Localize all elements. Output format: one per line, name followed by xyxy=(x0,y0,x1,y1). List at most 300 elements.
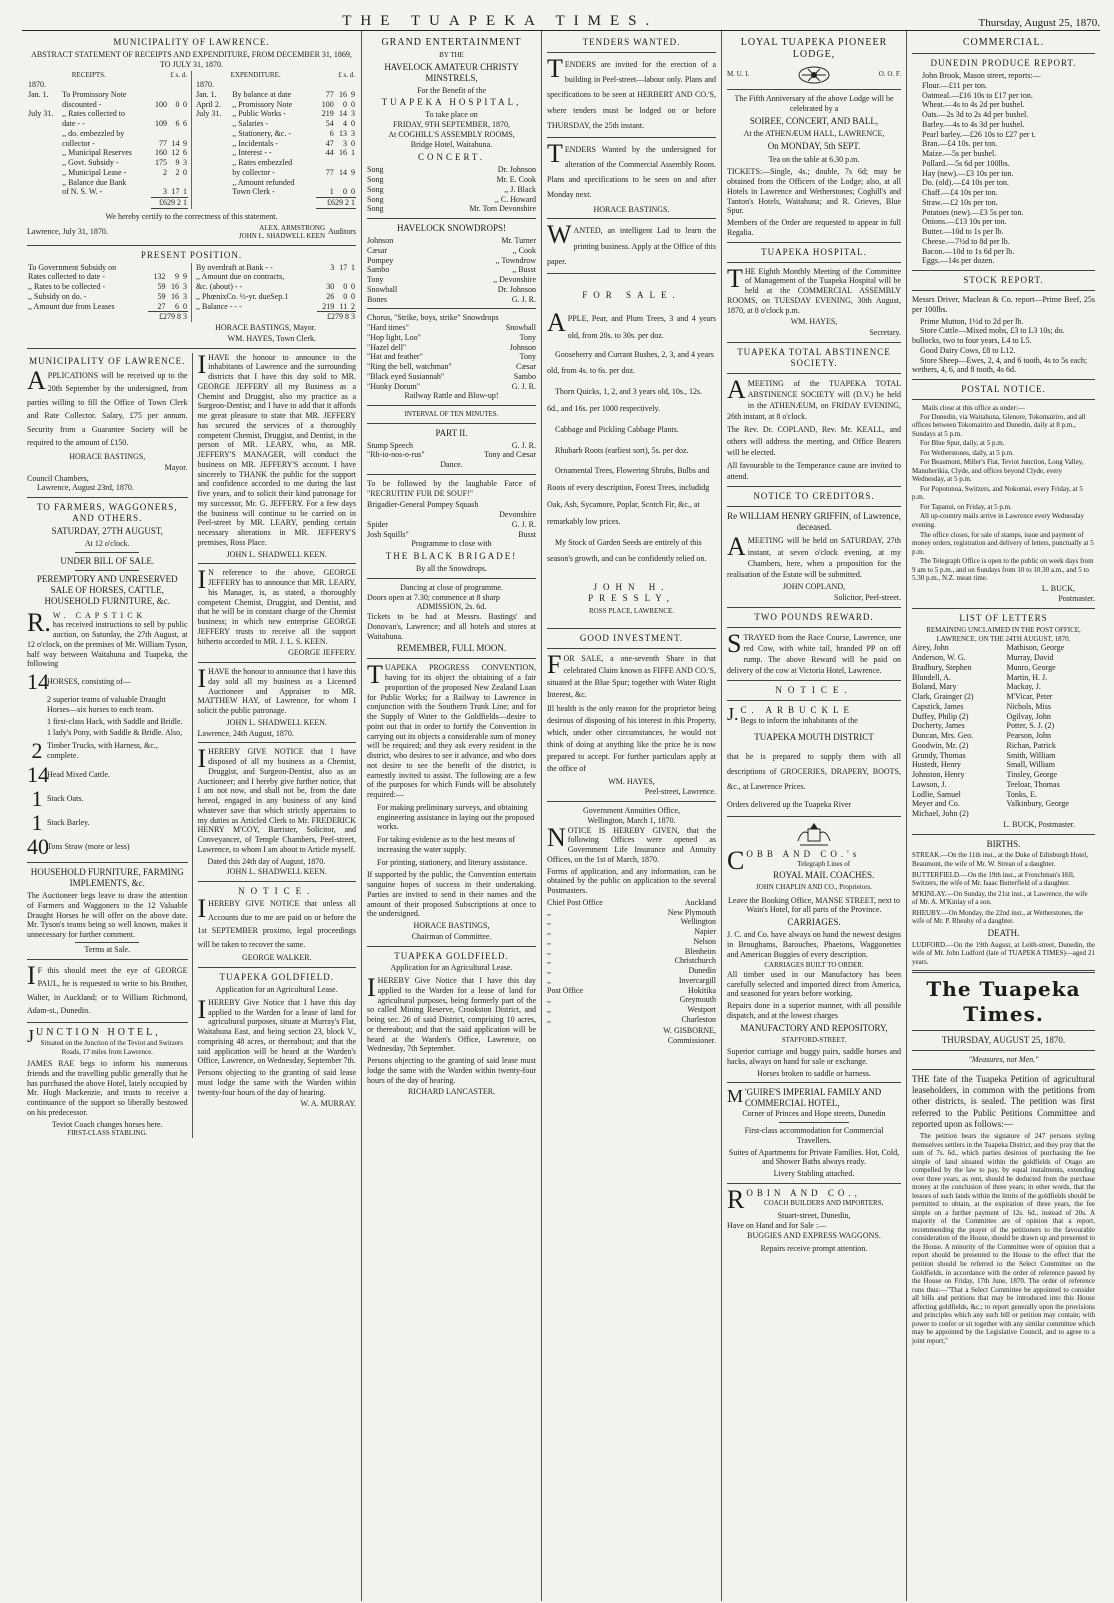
shillings-value: 0 xyxy=(175,99,180,109)
auditors-label: Auditors xyxy=(328,227,356,237)
songs-table xyxy=(367,165,536,214)
office-row-performer: Auckland xyxy=(684,897,716,907)
ad-text: The Rev. Dr. COPLAND, Rev. Mr. KEALL, and others will address the meeting, and Office Bearers will be elected. xyxy=(727,425,901,457)
office-row-role: Post Office xyxy=(547,985,584,995)
pounds-value xyxy=(151,90,168,100)
letter-name: Docherty, James xyxy=(912,721,965,731)
table-row xyxy=(27,282,188,292)
row-item: ,, Balance - - - xyxy=(196,301,242,311)
programme-row-performer: G. J. R. xyxy=(511,381,536,391)
office-row-role: ,, xyxy=(547,907,551,917)
table-row xyxy=(27,119,188,129)
table-row xyxy=(27,129,188,139)
row-item: To Promissory Note xyxy=(62,89,127,99)
purpose-item: For making preliminary surveys, and obtaining engineering assistance in laying out the proposed works. xyxy=(377,802,535,832)
sale-item: Cabbage and Pickling Cabbage Plants. xyxy=(555,424,679,434)
pence-value: 0 xyxy=(351,99,355,109)
clerk-signature: WM. HAYES, Town Clerk. xyxy=(227,333,316,343)
table-row xyxy=(195,272,356,282)
programme-row-role: "Ring the bell, watchman" xyxy=(367,362,452,372)
produce-line: Oats.—2s 3d to 2s 4d per bushel. xyxy=(922,110,1029,120)
ad-signature: GEORGE WALKER. xyxy=(241,953,312,963)
office-row-role: ,, xyxy=(547,1005,551,1015)
ad-signature-title: Solicitor, Peel-street. xyxy=(834,592,901,602)
lot-item xyxy=(27,695,188,715)
row-date: 1870. xyxy=(28,80,46,89)
produce-line: Oatmeal.—£16 10s to £17 per ton. xyxy=(922,90,1033,100)
programme-row xyxy=(367,382,536,392)
row-item: ,, Promissory Note xyxy=(232,99,293,109)
row-item xyxy=(231,80,316,90)
ad-text: Repairs done in a superior manner, with all possible dispatch, and at the lowest charges xyxy=(727,1001,901,1020)
song-row-role: Song xyxy=(367,204,384,214)
auctioneer-name: W. CAPSTICK xyxy=(52,610,147,620)
lot-text: HORSES, consisting of— xyxy=(47,677,131,687)
pounds-value xyxy=(317,272,335,282)
sale-time: At 12 o'clock. xyxy=(84,538,130,548)
death-heading: DEATH. xyxy=(987,927,1020,938)
pounds-value: 26 xyxy=(326,291,335,301)
produce-line: Do. (old).—£4 10s per ton. xyxy=(922,178,1009,188)
table-row xyxy=(195,302,356,312)
moon-note: REMEMBER, FULL MOON. xyxy=(396,643,507,654)
pounds-value: 77 xyxy=(325,89,334,99)
issue-date: Thursday, August 25, 1870. xyxy=(978,16,1100,29)
programme-row-role: Stump Speech xyxy=(367,440,413,450)
ad-text: Begs to inform the inhabitants of the xyxy=(740,716,858,726)
certify-text: We hereby certify to the correctness of this statement. xyxy=(105,211,278,221)
cast-row-performer: ,, Busst xyxy=(512,265,536,275)
lots-list xyxy=(27,671,188,858)
pence-value xyxy=(181,178,189,188)
closing-piece: THE BLACK BRIGADE! xyxy=(385,551,518,562)
cast-row-performer: ,, Towndrow xyxy=(495,255,536,265)
pounds-value: 219 xyxy=(322,301,335,311)
sale-item: Thorn Quicks, 1, 2, and 3 years old, 10s., 12s. 6d., and 16s. per 1000 respectively. xyxy=(547,387,703,413)
lot-item xyxy=(27,740,188,762)
ad-text: Re WILLIAM HENRY GRIFFIN, of Lawrence, deceased. xyxy=(727,511,901,533)
shillings-value: 9 xyxy=(174,272,179,282)
table-row xyxy=(195,168,356,178)
letter-name: Lodlie, Samuel xyxy=(912,789,961,799)
stock-line: Store Cattle—Mixed mobs, £3 to L3 10s; do. bullocks, two to four years, L4 to L5. xyxy=(912,326,1065,346)
pence-value: 3 xyxy=(183,291,187,301)
table-row xyxy=(195,187,356,197)
cast-row-role: Snowball xyxy=(367,284,398,294)
letter-name: Bradbury, Stephen xyxy=(912,662,972,672)
song-row xyxy=(367,195,536,205)
lodge-emblem-icon xyxy=(794,63,834,85)
programme-row-performer: Cæsar xyxy=(516,362,536,372)
ad-address: Peel-street, Lawrence. xyxy=(644,787,716,797)
ad-text: MEETING will be held on SATURDAY, 27th instant, at seven o'clock evening, at my Chambers, here, when a proposition for the realisation of the Estate will be submitted. xyxy=(727,536,901,579)
pounds-value: 3 xyxy=(330,262,335,272)
ad-heading: TO FARMERS, WAGGONERS, AND OTHERS. xyxy=(36,502,178,524)
ad-date: Lawrence, August 23rd, 1870. xyxy=(37,483,134,493)
row-date xyxy=(195,139,231,149)
row-date xyxy=(27,187,61,197)
ad-text: Horses broken to saddle or harness. xyxy=(757,1068,871,1078)
row-item: ,, Salaries - xyxy=(232,119,269,128)
row-item: ,, Incidentals - xyxy=(232,138,278,148)
part-heading: PART II. xyxy=(435,427,468,438)
pence-value xyxy=(180,263,188,273)
ad-text: UAPEKA PROGRESS CONVENTION, having for its object the obtaining of a fair proportion of the proposed New Zealand Loan for Public Works; for a Railway to Lawrence in conjunction with the Southern Trunk Line; and for the Supply of Water to the Goldfields—desire to point out that in order to fortify the Convention in carrying out its objects a considerable sum of money will be required; and they ask every resident in the district, who desires to see it advance, and who does not desire to see the benefit of the district, is earnestly invited to assist. The following are a few of the purposes for which Funds will be absolutely required:— xyxy=(367,663,536,799)
produce-line: Cheese.—7½d to 8d per lb. xyxy=(922,236,1010,246)
section-heading: COMMERCIAL. xyxy=(962,37,1045,48)
ad-text: The Fifth Anniversary of the above Lodge will be celebrated by a xyxy=(734,94,894,114)
shillings-value xyxy=(168,109,180,119)
office-row xyxy=(547,937,716,947)
pence-value: 0 xyxy=(351,119,355,128)
paper-date: THURSDAY, AUGUST 25, 1870. xyxy=(941,1035,1066,1046)
pounds-value: 59 xyxy=(157,282,166,292)
pounds-value: 100 xyxy=(321,99,334,109)
ad-text: that he is prepared to supply them with all descriptions of GROCERIES, DRAPERY, BOOTS, &c., at Lawrence Prices. xyxy=(727,751,901,792)
ad-text: To take place on xyxy=(425,110,478,120)
lot-text: Timber Trucks, with Harness, &c., complete. xyxy=(47,741,158,761)
position-total: £279 8 3 xyxy=(148,312,188,322)
ad-text: Telegraph Lines of xyxy=(797,859,851,868)
ad-date: Dated this 24th day of August, 1870. xyxy=(207,856,326,866)
pence-value: 9 xyxy=(351,167,355,177)
programme-row-role: "Hat and feather" xyxy=(367,352,423,362)
pence-value: 3 xyxy=(183,282,187,292)
letter-name: M'Vicar, Peter xyxy=(1006,692,1053,701)
column-4 xyxy=(722,31,907,1601)
ad-heading: TUAPEKA GOLDFIELD. xyxy=(219,972,334,983)
office-row xyxy=(547,947,716,957)
pounds-value: 6 xyxy=(329,128,334,138)
ad-text: OR SALE, a one-seventh Share in that celebrated Claim known as FIFFE AND CO.'S, situated at the Blue Spur; together with Water Right Interest, &c. xyxy=(547,653,716,699)
order-initials: O. O. F. xyxy=(878,70,901,79)
expenditure-total: £629 2 1 xyxy=(316,198,356,209)
lot-text: Stack Barley. xyxy=(47,818,90,828)
programme-row xyxy=(367,343,536,353)
position-total: £279 8 3 xyxy=(317,312,356,322)
sale-item: Ornamental Trees, Flowering Shrubs, Bulbs and Roots of every description, Forest Trees, includidg Oak, Ash, Sycamore, Poplar, Scotch Fir, &c., at remarkably low prices. xyxy=(547,466,710,526)
row-item: collector - xyxy=(62,138,95,148)
certify-place: Lawrence, July 31, 1870. xyxy=(27,227,108,237)
pounds-value xyxy=(316,80,335,90)
lot-item xyxy=(27,728,188,738)
pounds-value xyxy=(151,178,168,188)
row-item: of N. S. W. - xyxy=(62,187,103,197)
table-row xyxy=(195,109,356,119)
pounds-value: 109 xyxy=(155,119,168,128)
ad-heading: GRAND ENTERTAINMENT xyxy=(381,37,522,48)
row-item: By balance at date xyxy=(232,89,292,99)
cast-row-performer: ,, Devonshire xyxy=(493,275,536,285)
song-row-role: Song xyxy=(367,175,384,185)
postal-line: For Blue Spur, daily, at 5 p.m. xyxy=(920,439,1005,448)
lot-text: 2 superior teams of valuable Draught Horses—six horses to each team. xyxy=(47,695,166,714)
ad-text: Ill health is the only reason for the proprietor being desirous of disposing of his interest in this Property, which, under other circumstances, he would not think of doing at anything like the price he is now prepared to accept. For further particulars apply at the office of xyxy=(547,703,716,773)
shillings-value xyxy=(335,272,348,282)
postal-line: For Dunedin, via Waitahuna, Glenore, Tokomairiro, and all offices between Tokomairiro and Dunedin, daily at 8 p.m., Sundays at 5 p.m. xyxy=(912,412,1086,438)
table-row xyxy=(195,292,356,302)
cast-row xyxy=(367,285,536,295)
table-row xyxy=(27,158,188,168)
column-1b xyxy=(192,349,357,1138)
expenditure-table xyxy=(195,71,356,208)
auditor-name: JOHN L. SHADWELL KEEN xyxy=(238,232,325,241)
paper-name: THE TUAPEKA TIMES. xyxy=(342,12,659,29)
ad-signature: HORACE BASTINGS, xyxy=(413,921,490,930)
row-item: ,, Subsidy on do. - xyxy=(28,291,87,301)
pence-value: 0 xyxy=(183,99,187,109)
pence-value xyxy=(348,178,356,188)
song-row-performer: Dr. Johnson xyxy=(497,165,536,175)
row-date: Jan. 1. xyxy=(196,89,217,99)
births-heading: BIRTHS. xyxy=(986,838,1021,849)
programme-table xyxy=(367,323,536,391)
ad-signature: JOHN L. SHADWELL KEEN. xyxy=(226,549,327,559)
ad-text: Tea on the table at 6.30 p.m. xyxy=(768,154,860,164)
row-item: by collector - xyxy=(232,167,275,177)
row-item: Rates collected to date - xyxy=(28,272,105,282)
shillings-value xyxy=(335,158,348,168)
stock-list xyxy=(912,317,1095,376)
produce-line: Potatoes (new).—£3 5s per ton. xyxy=(922,207,1024,217)
hotel-name: UNCTION HOTEL, xyxy=(36,1026,161,1038)
merchant-name: C. ARBUCKLE xyxy=(740,705,855,716)
ad-subheading: Application for an Agricultural Lease. xyxy=(390,963,513,973)
pence-value: 0 xyxy=(351,187,355,197)
row-item: ,, Public Works - xyxy=(232,109,286,119)
event-date: On MONDAY, 5th SEPT. xyxy=(767,140,861,151)
postal-list xyxy=(912,413,1095,583)
row-item: ,, Rates embezzled xyxy=(232,158,293,167)
programme-row-performer: G. J. R. xyxy=(511,440,536,450)
terms-text: Terms at Sale. xyxy=(84,944,130,954)
pounds-value: 77 xyxy=(325,167,334,177)
programme-row-role: "Black eyed Susiannah" xyxy=(367,371,445,381)
lsd-label: £ s. d. xyxy=(170,71,187,80)
produce-line: Eggs.—14s per dozen. xyxy=(922,256,995,266)
pounds-value xyxy=(148,263,167,273)
ad-signature: JOHN COPLAND, xyxy=(782,582,846,592)
lot-item xyxy=(27,836,188,858)
office-row-performer: New Plymouth xyxy=(667,907,716,917)
pence-value xyxy=(181,129,189,139)
row-date xyxy=(27,148,61,158)
ad-subheading: CARRIAGES BUILT TO ORDER. xyxy=(764,961,864,970)
letter-name: Boland, Mary xyxy=(912,682,957,692)
doors-time: Doors open at 7.30; commence at 8 sharp xyxy=(367,592,500,602)
row-item: By overdraft at Bank - - xyxy=(196,262,273,272)
row-item: ,, Interest - - xyxy=(232,148,272,158)
company-name: OBB AND CO.'s xyxy=(746,848,861,859)
produce-line: Pollard.—5s 6d per 100lbs. xyxy=(922,158,1010,168)
ad-place: Council Chambers, xyxy=(27,473,89,483)
pence-value xyxy=(181,90,189,100)
pounds-value: 30 xyxy=(326,282,335,292)
shillings-value: 6 xyxy=(174,301,179,311)
ad-text: OTICE IS HEREBY GIVEN, that the following Offices were opened as Government Life Insurance and Annuity Offices, on the 1st of March, 1870. xyxy=(547,825,716,864)
row-item: Town Clerk - xyxy=(232,187,275,197)
letter-name: Lawson, J. xyxy=(912,779,947,789)
table-row xyxy=(195,129,356,139)
lot-item xyxy=(27,671,188,693)
row-date xyxy=(27,100,61,110)
municipality-heading: MUNICIPALITY OF LAWRENCE. xyxy=(113,37,270,47)
pence-value: 1 xyxy=(183,187,187,197)
cast-actor: G. J. R. xyxy=(511,519,536,529)
lot-item xyxy=(27,764,188,786)
column-2 xyxy=(362,31,542,1601)
ad-signature: W. GISBORNE, xyxy=(663,1025,716,1035)
order-initials: M. U. I. xyxy=(727,70,750,79)
leader-text: THE fate of the Tuapeka Petition of agricultural leaseholders, in common with the petitions from other districts, is sealed. The petition was first referred to the Public Petitions Committee and reported upon as follows:— xyxy=(912,1073,1095,1129)
letter-name: Grundy, Thomas xyxy=(912,750,966,760)
letter-name: Richan, Patrick xyxy=(1006,740,1056,750)
pounds-value: 219 xyxy=(321,109,334,119)
sale-items xyxy=(547,347,716,569)
pounds-value: 27 xyxy=(157,301,166,311)
pounds-value xyxy=(316,178,335,188)
ad-subheading: ROYAL MAIL COACHES. xyxy=(773,870,875,881)
row-item: ,, do. embezzled by xyxy=(62,128,125,138)
table-row xyxy=(27,109,188,119)
shillings-value: 2 xyxy=(175,167,180,177)
programme-row xyxy=(367,333,536,343)
stock-line: Good Dairy Cows, £8 to L12. xyxy=(920,345,1016,355)
letter-name: Smith, William xyxy=(1006,750,1056,760)
ad-text: All favourable to the Temperance cause are invited to attend. xyxy=(727,461,901,482)
letter-name: Johnston, Henry xyxy=(912,770,965,779)
shillings-value: 14 xyxy=(171,138,180,148)
table-row xyxy=(195,178,356,188)
ad-text: HAVE the honour to announce to the inhabitants of Lawrence and the surrounding districts that I have this day sold to MR. GEORGE JEFFERY all my Business as a Chemist and Druggist, also my practice as a Surgeon-Dentist; and I have to add that it affords me great pleasure to state that MR. JEFFERY has secured the services of a thoroughly competent Chemist, Druggist, and Dentist, in the person of MR. LEARY, who, as MR. JEFFERY'S MANAGER, will conduct the business on MR. JEFFERY'S account. I have sincerely to THANK the public for the support and confidence accorded to me during the last five years, and to solicit their kind patronage for my successor, Mr. G. JEFFERY. For a few days the business will continue to be carried on in Peel-street by MR. LEARY, pending certain necessary alterations in MR. JEFFERY'S premises, Ross Place. xyxy=(197,352,356,547)
pence-value: 0 xyxy=(351,282,355,292)
shillings-value: 0 xyxy=(343,282,348,292)
postal-line: All up-country mails arrive in Lawrence every Wednesday evening. xyxy=(912,512,1084,529)
column-5 xyxy=(907,31,1100,1601)
produce-line: Wheat.—4s to 4s 2d per bushel. xyxy=(922,100,1025,110)
shillings-value: 13 xyxy=(339,128,348,138)
drop-cap: I xyxy=(197,744,207,774)
letters-subheading: REMAINING UNCLAIMED IN THE POST OFFICE, LAWRENCE, ON THE 24TH AUGUST, 1870. xyxy=(926,626,1081,643)
row-item: ,, Amount due from Leases xyxy=(28,301,115,311)
accounts-table xyxy=(27,71,356,208)
ad-text: Leave the Booking Office, MANSE STREET, next to Wain's Hotel, for all parts of the Province. xyxy=(728,895,900,915)
office-row xyxy=(547,966,716,976)
row-date xyxy=(195,129,231,139)
programme-row-performer: Tony xyxy=(519,352,536,362)
row-item: ,, Balance due Bank xyxy=(62,177,127,187)
letter-name: Capstick, James xyxy=(912,701,964,711)
shillings-value xyxy=(168,129,180,139)
row-date xyxy=(27,139,61,149)
seller-address: ROSS PLACE, LAWRENCE. xyxy=(588,607,674,616)
row-item: ,, Rates collected to xyxy=(62,109,125,119)
ad-text: TRAYED from the Race Course, Lawrence, one red Cow, with white tail, branded PP on off rump. The above Reward will be paid on delivery of the cow at Victoria Hotel, Lawrence. xyxy=(727,632,901,676)
ad-heading: NOTICE. xyxy=(775,685,853,696)
stock-line: Prime Mutton, 1½d to 2d per lb. xyxy=(920,316,1024,326)
purpose-item: For taking evidence as to the best means of increasing the water supply. xyxy=(377,835,516,854)
shillings-value xyxy=(335,80,348,90)
song-row xyxy=(367,185,536,195)
drop-cap: A xyxy=(27,365,46,395)
letter-name: Michael, John (2) xyxy=(912,809,969,818)
shillings-value: 12 xyxy=(171,148,180,158)
shillings-value: 14 xyxy=(339,167,348,177)
present-position-heading: PRESENT POSITION. xyxy=(140,249,243,260)
ad-text: TICKETS:—Single, 4s.; double, 7s 6d; may be obtained from the Officers of the Lodge; also, at all Hotels in Lawrence and Wetherstones; Coghill's and Tanton's Hotels, Waitahuna; and R. Grieves, Blue Spur. xyxy=(727,167,901,216)
ad-heading: NOTICE. xyxy=(238,886,316,897)
office-row-role: Chief Post Office xyxy=(547,897,603,907)
office-row-role: ,, xyxy=(547,995,551,1005)
produce-line: Straw.—£2 10s per ton. xyxy=(922,197,998,207)
table-row xyxy=(195,148,356,158)
produce-line: Bacon.—10d to 1s 6d per lb. xyxy=(922,246,1015,256)
report-heading: POSTAL NOTICE. xyxy=(961,384,1046,395)
mayor-signature: HORACE BASTINGS, Mayor. xyxy=(215,323,316,333)
shillings-value: 16 xyxy=(170,282,179,292)
letter-name: Goodwin, Mr. (2) xyxy=(912,740,969,750)
letter-name: Tinsley, George xyxy=(1006,770,1058,779)
drop-cap: C xyxy=(727,845,745,875)
ad-date: Wellington, March 1, 1870. xyxy=(587,815,676,825)
table-row xyxy=(27,100,188,110)
expenditure-heading: EXPENDITURE. xyxy=(230,71,281,80)
row-date xyxy=(195,168,231,178)
letter-name: Martin, H. J. xyxy=(1006,672,1048,682)
ad-text: PPLICATIONS will be received up to the 20th September by the undersigned, from parties willing to fill the Office of Town Clerk and Rate Collector. Salary, £75 per annum. Security from a Guarantee Society will be required to the amount of £150. xyxy=(27,370,188,448)
row-date xyxy=(195,119,231,129)
office-row-performer: Greymouth xyxy=(679,995,716,1005)
coach-note: Teviot Coach changes horses here. xyxy=(51,1119,163,1129)
ad-text: Have on Hand and for Sale :— xyxy=(727,1221,827,1231)
paper-motto: "Measures, not Men." xyxy=(968,1055,1039,1065)
letters-list xyxy=(912,643,1095,819)
programme-row xyxy=(367,323,536,333)
shillings-value: 6 xyxy=(175,119,180,128)
cast-row-performer: Dr. Johnson xyxy=(497,284,536,294)
proprietors: JOHN CHAPLIN AND CO., Proprietors. xyxy=(755,883,873,892)
ad-text: The Auctioneer begs leave to draw the attention of Farmers and Waggoners to the 12 Valuable Draught Horses he will offer on the above date. Mr. Tyson's teams being so well known, makes it unnecessary for further comment. xyxy=(27,891,188,940)
office-row-performer: Nelson xyxy=(693,936,716,946)
shillings-value: 9 xyxy=(175,158,180,167)
cast-role: Josh Squills" xyxy=(367,529,409,539)
ad-signature: JOHN L. SHADWELL KEEN. xyxy=(226,867,327,877)
programme-row-role: "Hard times" xyxy=(367,323,409,333)
drop-cap: S xyxy=(727,628,742,658)
row-item: ,, PhœnixCo. ½-yr. dueSep.1 xyxy=(196,291,289,301)
programme-row-performer: Tony and Cæsar xyxy=(484,450,536,460)
shillings-value xyxy=(167,263,180,273)
drop-cap: F xyxy=(547,649,562,679)
office-row-performer: Napier xyxy=(694,927,716,937)
admission-price: ADMISSION, 2s. 6d. xyxy=(416,602,487,612)
produce-line: Maize.—5s per bushel. xyxy=(922,149,997,159)
table-row xyxy=(27,302,188,312)
ad-text: MEETING of the TUAPEKA TOTAL ABSTINENCE SOCIETY will (D.V.) be held in the ATHENÆUM, on FRIDAY EVENING, 26th instant, at 8 o'clock. xyxy=(727,378,901,422)
programme-row xyxy=(367,352,536,362)
drop-cap: I xyxy=(197,894,207,923)
ad-text: By all the Snowdrops. xyxy=(415,564,488,574)
ad-signature: GEORGE JEFFERY. xyxy=(288,648,356,658)
report-intro: John Brook, Mason street, reports:— xyxy=(922,71,1041,81)
masthead xyxy=(22,8,1100,31)
pence-value: 1 xyxy=(351,148,355,158)
pence-value: 6 xyxy=(183,119,187,128)
row-date xyxy=(195,187,231,197)
pounds-value xyxy=(151,129,168,139)
song-row-performer: ,, C. Howard xyxy=(494,194,536,204)
cast-row-performer: G. J. R. xyxy=(511,294,536,304)
